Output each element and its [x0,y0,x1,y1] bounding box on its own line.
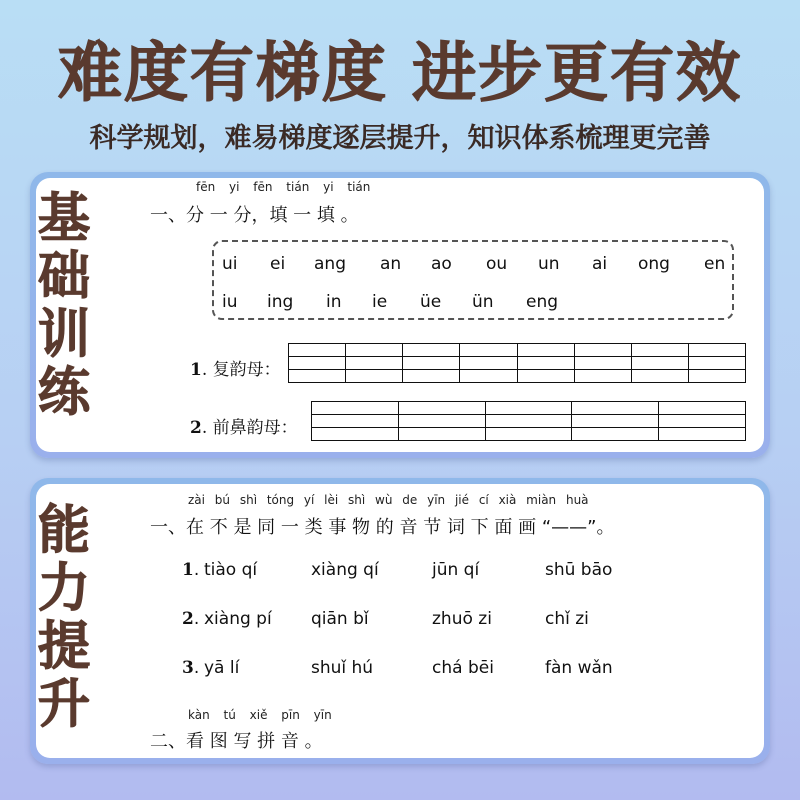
syllable: ai [592,254,608,274]
fill-label-front-nasal-finals [190,413,298,438]
basic-label-char: 基 [37,189,90,249]
writing-cell[interactable] [346,344,403,382]
basic-label-char: 础 [37,247,90,307]
syllable: iu [222,292,238,312]
writing-cell[interactable] [575,344,632,382]
basic-q1-pinyin: fēn yi fēn tián yi tián [196,180,371,194]
syllable: üe [420,292,442,312]
basic-training-label [34,190,94,422]
ability-label-char: 力 [37,559,90,619]
writing-cell[interactable] [460,344,517,382]
main-title: 难度有梯度 进步更有效 [57,37,743,111]
pinyin-word[interactable]: jūn qí [432,560,480,580]
writing-cell[interactable] [399,402,486,440]
syllable: ou [486,254,508,274]
fill-text: . 前鼻韵母： [201,418,298,438]
ability-label [34,502,94,734]
row-number: 2. [182,609,200,629]
pinyin-word[interactable]: yā lí [204,658,240,678]
ability-q1-question: 一、在 不 是 同 一 类 事 物 的 音 节 词 下 面 画 “——”。 [150,517,615,538]
writing-cell[interactable] [486,402,573,440]
syllable: ong [638,254,670,274]
syllable: an [380,254,402,274]
writing-cell[interactable] [572,402,659,440]
ability-q2-pinyin: kàn tú xiě pīn yīn [188,708,332,722]
writing-grid-front-nasal-finals[interactable] [311,401,746,441]
ability-label-char: 提 [37,617,90,677]
fill-label-compound-finals [190,355,281,380]
pinyin-word[interactable]: xiàng qí [311,560,379,580]
pinyin-word[interactable]: shuǐ hú [311,658,374,678]
writing-cell[interactable] [289,344,346,382]
pinyin-word[interactable]: fàn wǎn [545,658,613,678]
writing-cell[interactable] [403,344,460,382]
ability-label-char: 能 [37,501,90,561]
pinyin-word[interactable]: tiào qí [204,560,258,580]
syllable: eng [526,292,559,312]
syllable: un [538,254,560,274]
syllable: ing [267,292,294,312]
row-number: 3. [182,658,200,678]
fill-number: 2 [190,418,202,438]
row-number: 1. [182,560,200,580]
writing-cell[interactable] [312,402,399,440]
syllable: in [326,292,342,312]
fill-text: . 复韵母： [201,360,281,380]
pinyin-word[interactable]: zhuō zi [432,609,492,629]
basic-q1-question: 一、分 一 分，填 一 填 。 [150,205,359,226]
writing-cell[interactable] [632,344,689,382]
syllable: ei [270,254,286,274]
syllable: ün [472,292,494,312]
writing-grid-compound-finals[interactable] [288,343,746,383]
basic-label-char: 训 [37,305,90,365]
syllable: ui [222,254,238,274]
pinyin-word[interactable]: qiān bǐ [311,609,369,629]
ability-q2-question: 二、看 图 写 拼 音 。 [150,731,323,752]
syllable: ie [372,292,388,312]
pinyin-word[interactable]: chá bēi [432,658,494,678]
basic-label-char: 练 [37,363,90,423]
writing-cell[interactable] [689,344,745,382]
pinyin-word[interactable]: chǐ zi [545,609,589,629]
ability-label-char: 升 [37,675,90,735]
syllable: ao [431,254,452,274]
pinyin-word[interactable]: xiàng pí [204,609,272,629]
syllable: en [704,254,726,274]
pinyin-word[interactable]: shū bāo [545,560,613,580]
syllable: ang [314,254,346,274]
ability-q1-pinyin: zài bú shì tóng yí lèi shì wù de yīn jié cí xià miàn huà [188,493,589,507]
writing-cell[interactable] [518,344,575,382]
writing-cell[interactable] [659,402,745,440]
subtitle: 科学规划，难易梯度逐层提升，知识体系梳理更完善 [89,123,711,154]
fill-number: 1 [190,360,202,380]
